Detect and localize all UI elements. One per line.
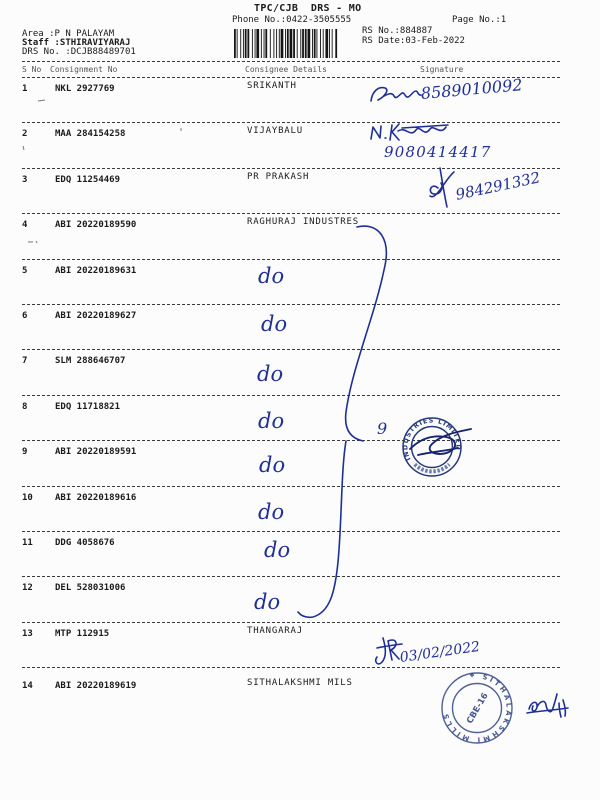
handwritten-ditto: do (257, 362, 284, 386)
barcode-bar (276, 29, 277, 58)
consignee-name: VIJAYBALU (247, 126, 303, 137)
barcode-bar (243, 29, 244, 58)
consignment-number: ABI 20220189616 (55, 492, 137, 503)
handwritten-ditto: do (261, 312, 288, 336)
serial-number: 4 (22, 220, 28, 231)
rs-number: RS No.:884887 (362, 26, 433, 36)
barcode-bar (329, 29, 330, 58)
consignment-number: ABI 20220189619 (55, 681, 137, 692)
consignment-number: NKL 2927769 (55, 84, 115, 94)
stamp-ring-textpath: SITHALAKSHMI MILLS (442, 672, 513, 744)
consignment-number: MTP 112915 (55, 628, 110, 639)
page-number: Page No.:1 (452, 15, 507, 25)
serial-number: 7 (22, 356, 28, 367)
handwritten-ditto: do (254, 590, 281, 614)
area-label: Area :P N PALAYAM (22, 29, 115, 39)
barcode-bar (325, 29, 328, 58)
stamp-center-text: CBE-16 (465, 691, 491, 726)
consignment-number: EDQ 11254469 (55, 174, 121, 185)
barcode-bar (281, 29, 284, 58)
barcode-bar (320, 29, 321, 58)
consignment-number: ABI 20220189591 (55, 447, 137, 458)
serial-number: 13 (22, 628, 33, 639)
handwritten-count: 9 (377, 419, 388, 438)
handwritten-ditto: do (259, 453, 286, 477)
table-row (0, 396, 600, 441)
divider (22, 61, 560, 62)
barcode-bar (234, 29, 236, 58)
barcode-bar (279, 29, 280, 58)
handwritten-ditto: do (258, 500, 285, 524)
serial-number: 6 (22, 310, 28, 321)
consignment-number: DDG 4058676 (55, 537, 115, 548)
serial-number: 12 (22, 583, 33, 594)
barcode-bar (270, 29, 271, 58)
consignee-name: SITHALAKSHMI MILS (247, 678, 353, 689)
serial-number: 2 (22, 129, 28, 140)
barcode-bar (237, 29, 238, 58)
handwritten-phone: 984291332 (454, 168, 542, 204)
barcode-bar (335, 29, 337, 58)
consignment-number: MAA 284154258 (55, 129, 126, 140)
table-row (0, 123, 600, 168)
barcode-bar (240, 29, 241, 58)
barcode-bar (245, 29, 247, 58)
rs-date: RS Date:03-Feb-2022 (362, 36, 465, 46)
handwritten-ditto: do (264, 538, 291, 562)
barcode-bar (312, 29, 313, 58)
serial-number: 5 (22, 265, 28, 276)
barcode-bar (302, 29, 304, 58)
column-header-consignment: Consignment No (50, 65, 118, 74)
barcode-bar (290, 29, 293, 58)
table-row (0, 305, 600, 350)
barcode-bar (293, 29, 295, 58)
serial-number: 14 (22, 681, 33, 692)
barcode-bar (264, 29, 265, 58)
consignee-name: RAGHURAJ INDUSTRES (247, 217, 359, 228)
table-row (0, 260, 600, 305)
consignee-name: THANGARAJ (247, 625, 303, 636)
barcode-bar (285, 29, 286, 58)
phone-number: Phone No.:0422-3505555 (232, 15, 352, 25)
table-row (0, 441, 600, 486)
barcode-bar (305, 29, 307, 58)
staff-label: Staff :STHIRAVIYARAJ (22, 38, 131, 48)
handwritten-ditto: do (258, 409, 285, 433)
table-row (0, 350, 600, 395)
barcode-bar (255, 29, 256, 58)
serial-number: 8 (22, 401, 28, 412)
consignment-number: ABI 20220189627 (55, 310, 137, 321)
stamp-ring-textpath: INDUSTRIES LIMITED (401, 416, 463, 463)
column-header-sno: S No (22, 65, 42, 74)
barcode-bar (252, 29, 253, 58)
handwritten-ditto: do (258, 264, 285, 288)
table-row (0, 623, 600, 668)
barcode-bar (287, 29, 289, 58)
table-row (0, 532, 600, 577)
drs-number: DRS No. :DCJB88489701 (22, 47, 136, 57)
consignment-number: SLM 288646707 (55, 356, 126, 367)
table-row (0, 487, 600, 532)
barcode-bar (323, 29, 324, 58)
consignment-number: ABI 20220189631 (55, 265, 137, 276)
table-row (0, 214, 600, 259)
consignment-number: ABI 20220189590 (55, 220, 137, 231)
barcode-bar (265, 29, 267, 58)
table-row (0, 668, 600, 713)
barcode-bar (314, 29, 316, 58)
serial-number: 11 (22, 537, 33, 548)
column-header-consignee: Consignee Details (245, 65, 327, 74)
barcode-bar (297, 29, 298, 58)
barcode-bar (256, 29, 259, 58)
table-row (0, 577, 600, 622)
barcode-bar (332, 29, 333, 58)
barcode (232, 29, 340, 58)
handwritten-phone: 8589010092 (420, 75, 524, 103)
serial-number: 10 (22, 492, 33, 503)
handwritten-date: 03/02/2022 (398, 638, 482, 666)
serial-number: 9 (22, 447, 28, 458)
consignment-number: DEL 528031006 (55, 583, 126, 594)
consignment-number: EDQ 11718821 (55, 401, 121, 412)
barcode-bar (247, 29, 249, 58)
barcode-bar (300, 29, 301, 58)
serial-number: 1 (22, 84, 28, 94)
column-header-signature: Signature (420, 65, 464, 74)
barcode-bar (261, 29, 262, 58)
barcode-bar (308, 29, 311, 58)
sheet-title: TPC/CJB DRS - MO (254, 3, 362, 14)
barcode-bar (316, 29, 317, 58)
handwritten-phone: 9080414417 (384, 143, 492, 161)
consignee-name: PR PRAKASH (247, 171, 310, 182)
consignee-name: SRIKANTH (247, 81, 297, 91)
barcode-bar (273, 29, 274, 58)
serial-number: 3 (22, 174, 28, 185)
